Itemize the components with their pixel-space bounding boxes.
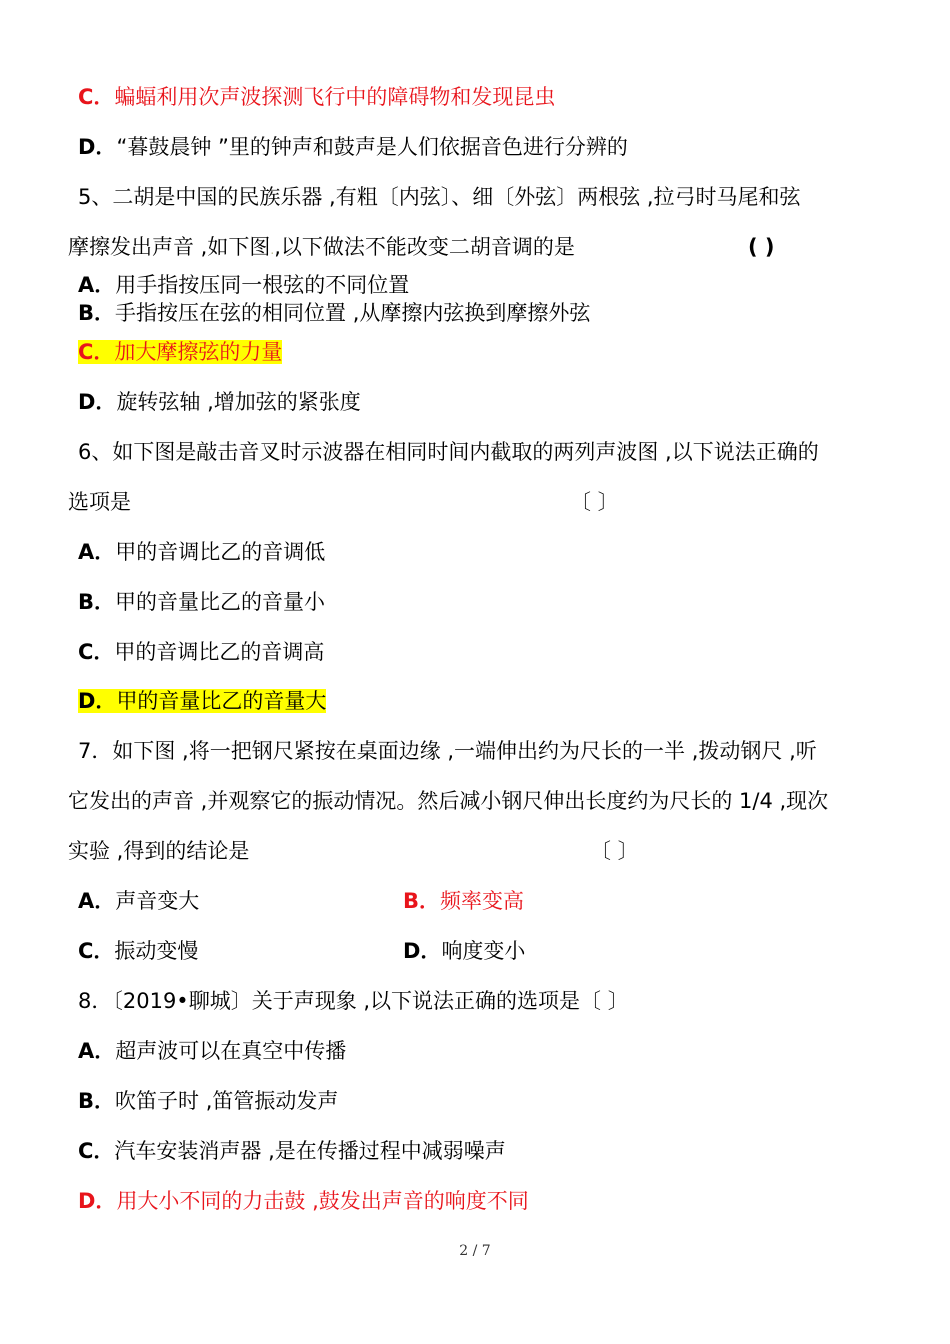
q8-option-d [78,1186,529,1216]
q7-option-a [78,886,199,916]
option-text: 响度变小 [441,939,526,963]
q7-option-d [403,936,525,966]
option-label: D． [78,689,117,713]
option-label: D． [78,135,117,159]
option-label: D． [403,939,442,963]
option-label: A． [78,889,116,913]
q7-stem-line1: 7．如下图 ,将一把钢尺紧按在桌面边缘 ,一端伸出约为尺长的一半 ,拨动钢尺 ,听 [78,739,817,763]
option-text: 蝙蝠利用次声波探测飞行中的障碍物和发现昆虫 [114,85,556,109]
option-text: 甲的音调比乙的音调低 [115,540,326,564]
q5-stem-line2 [68,232,575,265]
option-label: A． [78,540,116,564]
option-label: B． [78,590,116,614]
q6-option-a [78,537,325,567]
option-text: 用手指按压同一根弦的不同位置 [115,273,410,297]
option-label: C． [78,640,115,664]
option-label: B． [78,301,116,325]
option-label: A． [78,1039,116,1063]
q8-stem-line1: 8．〔2019•聊城〕关于声现象 ,以下说法正确的选项是〔 〕 [78,989,629,1013]
option-label: D． [78,390,117,414]
option-text: 频率变高 [440,889,525,913]
q8-option-a [78,1036,346,1066]
q7-option-c [78,936,198,966]
option-text: 甲的音量比乙的音量大 [116,689,327,713]
q5-option-b [78,298,590,328]
q5-option-d [78,387,361,417]
q6-stem-line1: 6、如下图是敲击音叉时示波器在相同时间内截取的两列声波图 ,以下说法正确的 [78,440,819,464]
q6-option-b [78,587,325,617]
option-text: 甲的音调比乙的音调高 [114,640,325,664]
option-label: C． [78,939,115,963]
q5-stem-line1: 5、二胡是中国的民族乐器 ,有粗〔内弦〕、细〔外弦〕两根弦 ,拉弓时马尾和弦 [78,185,801,209]
q5-option-a [78,270,409,300]
option-text: 超声波可以在真空中传播 [115,1039,347,1063]
option-label: C． [78,340,115,364]
option-text: 声音变大 [115,889,200,913]
option-text: 汽车安装消声器 ,是在传播过程中减弱噪声 [114,1139,506,1163]
q8-option-b [78,1086,338,1116]
q6-answer-paren: 〔 〕 [570,490,619,514]
q6-option-d [78,686,326,716]
option-label: C． [78,1139,115,1163]
option-label: C． [78,85,115,109]
q4-option-d [78,132,628,162]
page-number: 2 / 7 [459,1243,491,1259]
option-label: B． [403,889,441,913]
q7-stem-line3: 实验 ,得到的结论是 [68,839,250,863]
option-label: B． [78,1089,116,1113]
q5-stem-part2: ,以下做法不能改变二胡音调的是 [274,235,575,259]
q5-stem-part1: 摩擦发出声音 ,如下图 [68,235,271,259]
q7-stem-line2: 它发出的声音 ,并观察它的振动情况。然后减小钢尺伸出长度约为尺长的 1/4 ,现次 [68,789,829,813]
option-text: “暮鼓晨钟 ”里的钟声和鼓声是人们依据音色进行分辨的 [116,135,628,159]
q5-option-c [78,337,282,367]
option-text: 吹笛子时 ,笛管振动发声 [115,1089,339,1113]
option-label: A． [78,273,116,297]
q7-answer-paren: 〔 〕 [590,839,639,863]
option-text: 手指按压在弦的相同位置 ,从摩擦内弦换到摩擦外弦 [115,301,591,325]
option-text: 振动变慢 [114,939,199,963]
q6-stem-line2: 选项是 [68,490,131,514]
q5-answer-paren: ( ) [748,235,775,259]
q4-option-c [78,82,555,112]
q8-option-c [78,1136,506,1166]
option-text: 旋转弦轴 ,增加弦的紧张度 [116,390,361,414]
q6-option-c [78,637,324,667]
option-text: 甲的音量比乙的音量小 [115,590,326,614]
q7-option-b [403,886,524,916]
option-text: 加大摩擦弦的力量 [114,340,283,364]
option-text: 用大小不同的力击鼓 ,鼓发出声音的响度不同 [116,1189,529,1213]
option-label: D． [78,1189,117,1213]
mark-dot: . [270,243,275,257]
